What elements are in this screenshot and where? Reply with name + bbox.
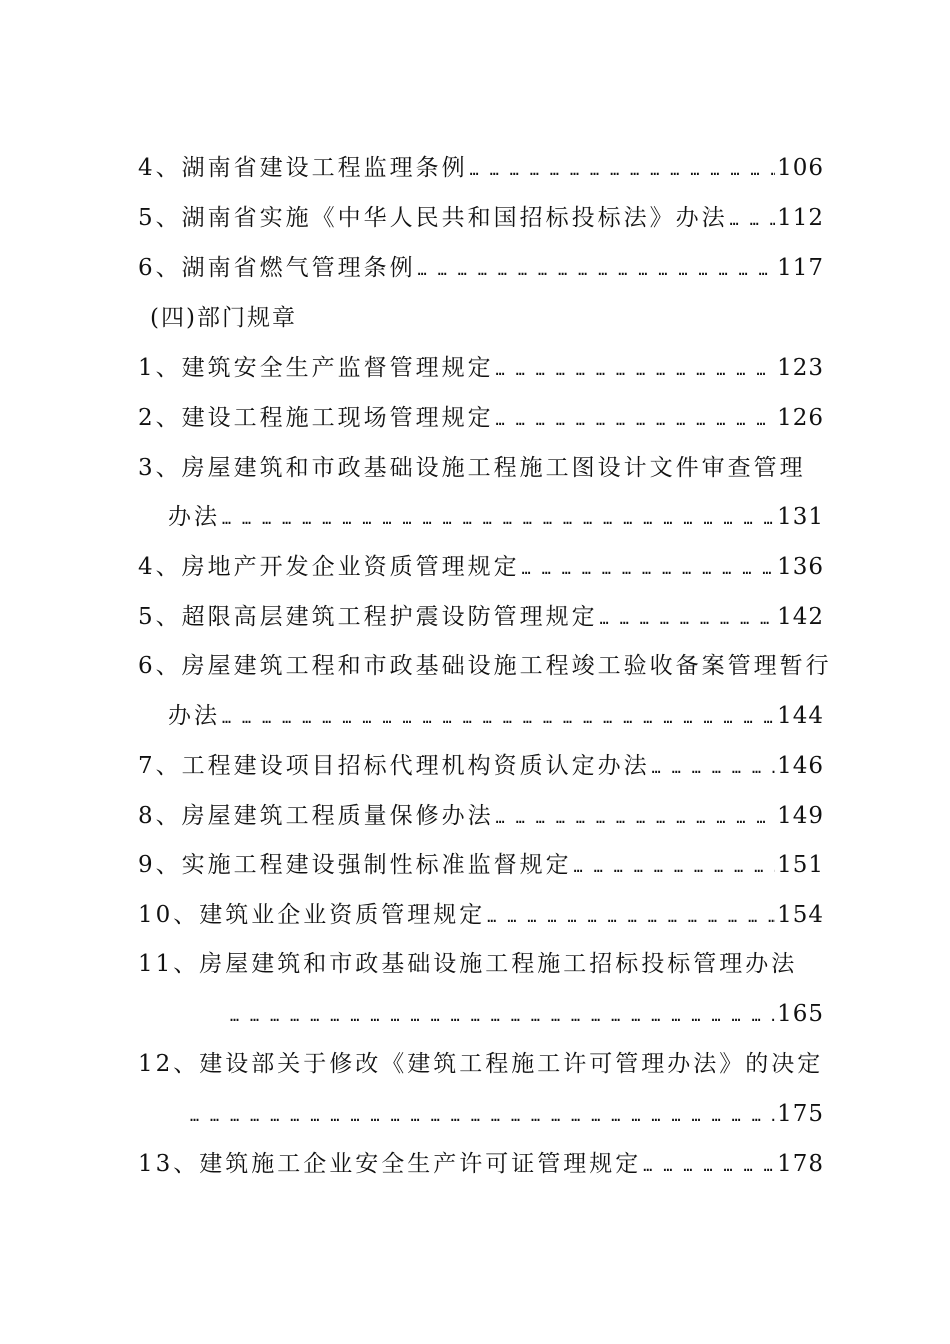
toc-page-number: 112 — [777, 205, 824, 231]
toc-entry-title: 9、实施工程建设强制性标准监督规定 — [138, 852, 572, 878]
toc-entry-title-cont: 办法 — [168, 703, 220, 729]
toc-leader-dots — [496, 352, 775, 388]
toc-entry-continuation[interactable] — [168, 499, 824, 535]
section-heading: (四)部门规章 — [150, 305, 297, 331]
toc-entry-title-cont: 办法 — [168, 504, 220, 530]
toc-entry[interactable] — [138, 798, 824, 834]
toc-page-number: 146 — [777, 753, 824, 779]
toc-entry-continuation[interactable] — [188, 1096, 824, 1132]
toc-entry[interactable] — [138, 150, 824, 186]
toc-entry-title: 1、建筑安全生产监督管理规定 — [138, 355, 494, 381]
toc-leader-dots — [487, 899, 775, 935]
toc-entry-title: 6、湖南省燃气管理条例 — [138, 255, 416, 281]
toc-leader-dots — [190, 1098, 775, 1134]
toc-leader-dots — [222, 501, 775, 537]
toc-entry[interactable] — [138, 748, 824, 784]
toc-page-number: 126 — [777, 405, 824, 431]
toc-page-number: 149 — [777, 803, 824, 829]
toc-page-number: 178 — [777, 1151, 824, 1177]
toc-entry[interactable] — [138, 200, 824, 236]
toc-page-number: 175 — [777, 1101, 824, 1127]
toc-entry-continuation[interactable] — [168, 698, 824, 734]
toc-entry[interactable] — [138, 1046, 824, 1082]
toc-leader-dots — [643, 1148, 775, 1184]
toc-leader-dots — [230, 998, 775, 1034]
toc-entry-title: 10、建筑业企业资质管理规定 — [138, 902, 486, 928]
toc-entry-continuation[interactable] — [228, 996, 824, 1032]
toc-entry[interactable] — [138, 250, 824, 286]
toc-leader-dots — [730, 202, 775, 238]
toc-page-number: 151 — [777, 852, 824, 878]
toc-entry-title: 12、建设部关于修改《建筑工程施工许可管理办法》的决定 — [138, 1051, 824, 1077]
toc-entry[interactable] — [138, 400, 824, 436]
toc-entry[interactable] — [138, 648, 832, 684]
toc-entry-title: 13、建筑施工企业安全生产许可证管理规定 — [138, 1151, 642, 1177]
toc-leader-dots — [222, 700, 775, 736]
toc-leader-dots — [574, 849, 775, 885]
toc-page-number: 106 — [777, 155, 824, 181]
toc-leader-dots — [418, 252, 775, 288]
toc-entry[interactable] — [138, 847, 824, 883]
toc-leader-dots — [496, 800, 775, 836]
toc-leader-dots — [522, 551, 775, 587]
toc-page-number: 144 — [777, 703, 824, 729]
toc-entry-title: 5、湖南省实施《中华人民共和国招标投标法》办法 — [138, 205, 728, 231]
toc-entry[interactable] — [138, 599, 824, 635]
toc-leader-dots — [470, 152, 775, 188]
toc-entry-title: 2、建设工程施工现场管理规定 — [138, 405, 494, 431]
toc-entry[interactable] — [138, 1146, 824, 1182]
toc-page-number: 165 — [777, 1001, 824, 1027]
toc-page-number: 136 — [777, 554, 824, 580]
toc-entry-title: 11、房屋建筑和市政基础设施工程施工招标投标管理办法 — [138, 951, 798, 977]
toc-leader-dots — [652, 750, 775, 786]
toc-page-number: 123 — [777, 355, 824, 381]
toc-page-number: 154 — [777, 902, 824, 928]
toc-entry-title: 6、房屋建筑工程和市政基础设施工程竣工验收备案管理暂行 — [138, 653, 832, 679]
toc-entry[interactable] — [138, 450, 824, 486]
toc-page-number: 131 — [777, 504, 824, 530]
toc-entry-title: 7、工程建设项目招标代理机构资质认定办法 — [138, 753, 650, 779]
toc-entry-title: 8、房屋建筑工程质量保修办法 — [138, 803, 494, 829]
toc-entry[interactable] — [138, 897, 824, 933]
toc-entry[interactable] — [138, 350, 824, 386]
toc-leader-dots — [600, 601, 775, 637]
toc-entry[interactable] — [138, 549, 824, 585]
toc-entry-title: 5、超限高层建筑工程护震设防管理规定 — [138, 604, 598, 630]
toc-entry[interactable] — [138, 946, 824, 982]
toc-entry-title: 4、湖南省建设工程监理条例 — [138, 155, 468, 181]
toc-page-number: 142 — [777, 604, 824, 630]
toc-page-number: 117 — [777, 255, 824, 281]
toc-entry-title: 3、房屋建筑和市政基础设施工程施工图设计文件审查管理 — [138, 455, 806, 481]
toc-leader-dots — [496, 402, 775, 438]
toc-entry-title: 4、房地产开发企业资质管理规定 — [138, 554, 520, 580]
